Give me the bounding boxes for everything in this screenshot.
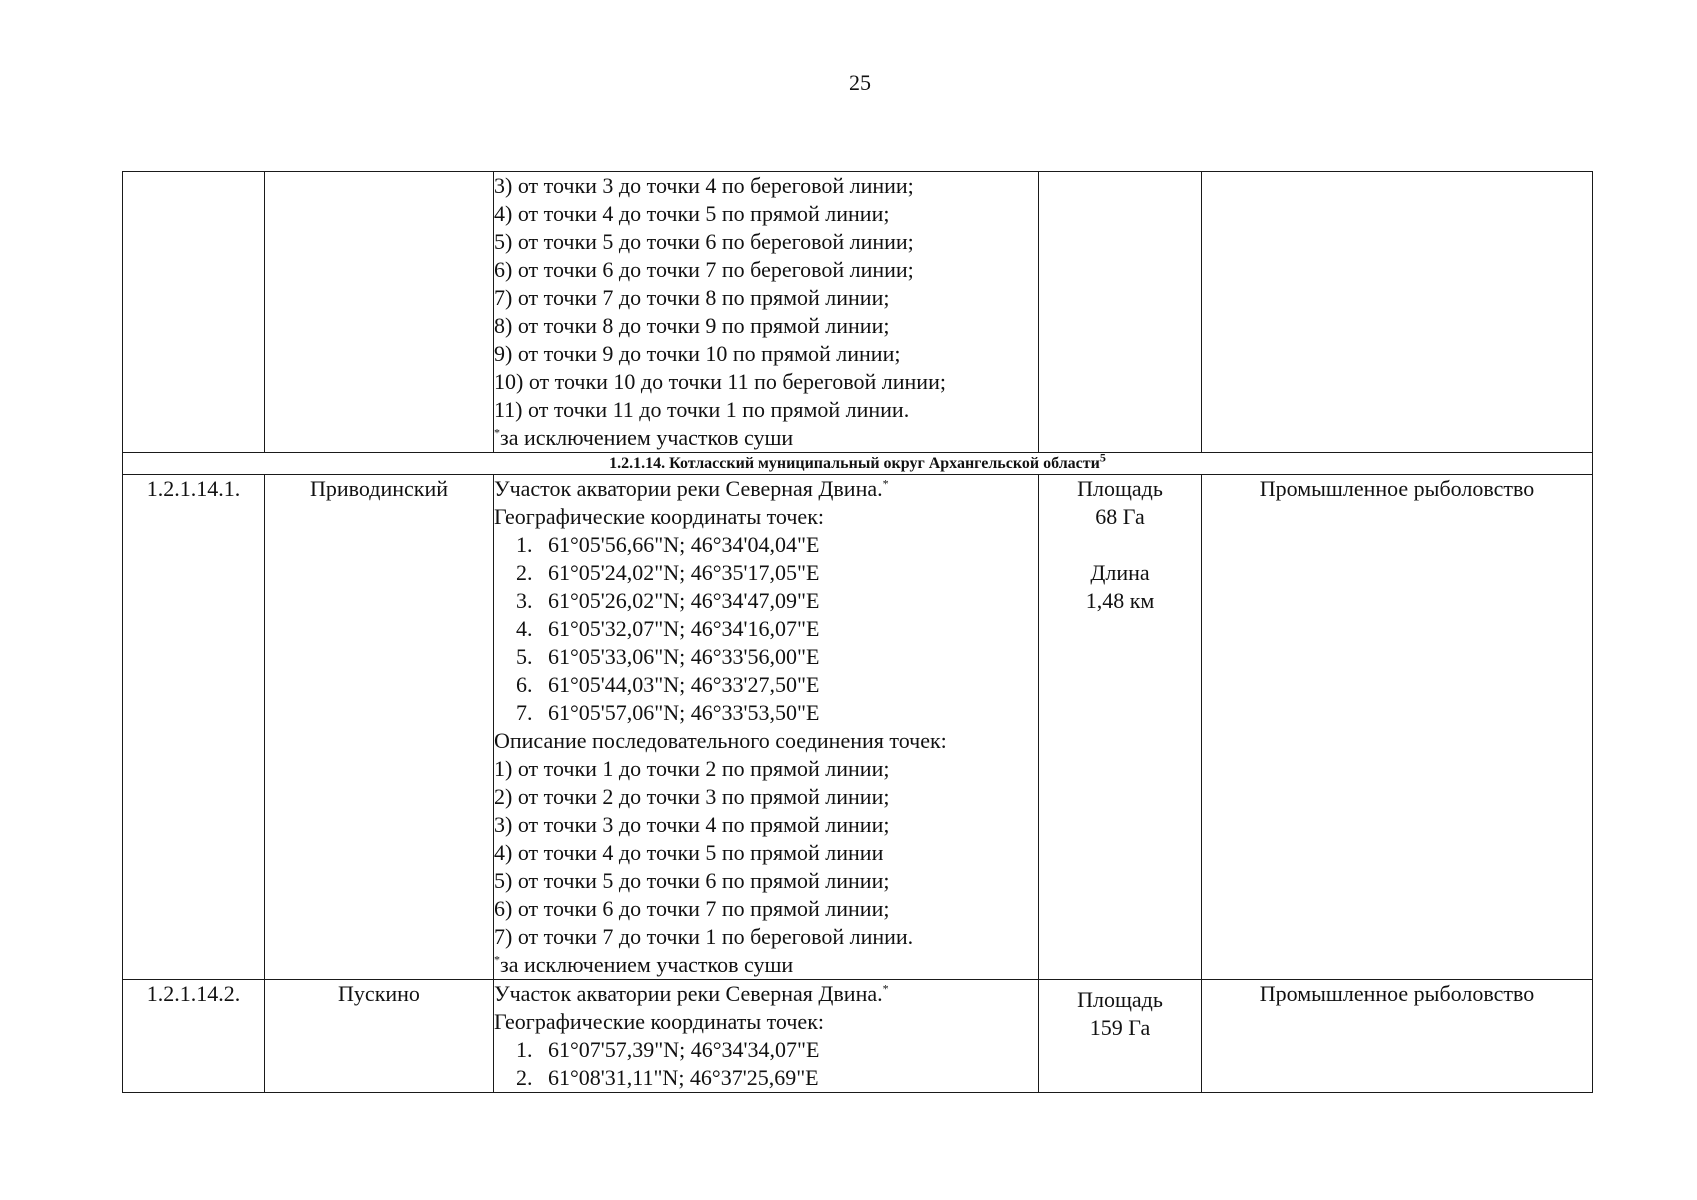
section-header-row <box>123 453 1593 475</box>
row-size <box>1039 980 1202 1093</box>
row-name: Пускино <box>265 980 494 1093</box>
footnote-mark: * <box>882 476 889 491</box>
row-name: Приводинский <box>265 475 494 980</box>
coordinate-item: 7. 61°05'57,06"N; 46°33'53,50"E <box>516 700 820 725</box>
coordinate-item: 2. 61°05'24,02"N; 46°35'17,05"E <box>516 560 820 585</box>
table-row <box>123 980 1593 1093</box>
coordinate-item: 3. 61°05'26,02"N; 46°34'47,09"E <box>516 588 820 613</box>
coordinate-item: 4. 61°05'32,07"N; 46°34'16,07"E <box>516 616 820 641</box>
coordinates-label: Географические координаты точек: <box>494 504 824 529</box>
footnote-mark: * <box>494 425 500 440</box>
table-row <box>123 475 1593 980</box>
area-value: 68 Га <box>1095 504 1145 529</box>
footnote-text: за исключением участков суши <box>500 425 794 450</box>
row-size <box>1039 475 1202 980</box>
area-intro: Участок акватории реки Северная Двина.* <box>494 981 889 1006</box>
continuation-size-cell <box>1039 172 1202 453</box>
connection-line: 6) от точки 6 до точки 7 по прямой линии; <box>494 896 890 921</box>
footnote-note <box>494 951 1038 979</box>
area-intro: Участок акватории реки Северная Двина.* <box>494 476 889 501</box>
connection-line: 9) от точки 9 до точки 10 по прямой линии; <box>494 341 901 366</box>
footnote-mark: * <box>882 981 889 996</box>
connection-line: 2) от точки 2 до точки 3 по прямой линии; <box>494 784 890 809</box>
connection-line: 3) от точки 3 до точки 4 по береговой линии; <box>494 173 914 198</box>
connection-line: 7) от точки 7 до точки 8 по прямой линии; <box>494 285 890 310</box>
row-description <box>494 475 1039 980</box>
connection-line: 7) от точки 7 до точки 1 по береговой линии. <box>494 924 914 949</box>
footnote-note <box>494 424 1038 452</box>
connection-line: 8) от точки 8 до точки 9 по прямой линии; <box>494 313 890 338</box>
connection-line: 5) от точки 5 до точки 6 по береговой линии; <box>494 229 914 254</box>
section-title: 1.2.1.14. Котласский муниципальный округ Архангельской области <box>609 455 1100 472</box>
connection-line: 3) от точки 3 до точки 4 по прямой линии; <box>494 812 890 837</box>
continuation-number-cell <box>123 172 265 453</box>
area-value: 159 Га <box>1089 1015 1151 1040</box>
connection-line: 11) от точки 11 до точки 1 по прямой линии. <box>494 397 910 422</box>
area-label: Площадь <box>1077 476 1163 501</box>
coordinate-item: 5. 61°05'33,06"N; 46°33'56,00"E <box>516 644 820 669</box>
connection-line: 6) от точки 6 до точки 7 по береговой линии; <box>494 257 914 282</box>
section-footnote-ref: 5 <box>1099 450 1106 465</box>
row-usage: Промышленное рыболовство <box>1202 980 1593 1093</box>
length-label: Длина <box>1090 560 1150 585</box>
footnote-text: за исключением участков суши <box>500 952 794 977</box>
area-label: Площадь <box>1077 987 1163 1012</box>
connection-line: 5) от точки 5 до точки 6 по прямой линии; <box>494 868 890 893</box>
coordinate-item: 2. 61°08'31,11"N; 46°37'25,69"E <box>516 1065 819 1090</box>
connection-line: 10) от точки 10 до точки 11 по береговой линии; <box>494 369 946 394</box>
connection-line: 4) от точки 4 до точки 5 по прямой линии <box>494 840 884 865</box>
continuation-row <box>123 172 1593 453</box>
footnote-mark: * <box>494 952 500 967</box>
coordinates-label: Географические координаты точек: <box>494 1009 824 1034</box>
connection-label: Описание последовательного соединения точек: <box>494 728 947 753</box>
connection-line: 1) от точки 1 до точки 2 по прямой линии; <box>494 756 890 781</box>
continuation-usage-cell <box>1202 172 1593 453</box>
connection-line: 4) от точки 4 до точки 5 по прямой линии; <box>494 201 890 226</box>
row-number: 1.2.1.14.1. <box>123 475 265 980</box>
row-usage: Промышленное рыболовство <box>1202 475 1593 980</box>
row-description <box>494 980 1039 1093</box>
coordinate-item: 1. 61°05'56,66"N; 46°34'04,04"E <box>516 532 820 557</box>
row-number: 1.2.1.14.2. <box>123 980 265 1093</box>
section-header <box>123 450 1593 475</box>
coordinate-item: 6. 61°05'44,03"N; 46°33'27,50"E <box>516 672 820 697</box>
page-number: 25 <box>849 70 871 95</box>
continuation-description-cell <box>494 172 1039 453</box>
coordinate-item: 1. 61°07'57,39"N; 46°34'34,07"E <box>516 1037 820 1062</box>
fishing-areas-table <box>122 171 1593 1093</box>
continuation-name-cell <box>265 172 494 453</box>
length-value: 1,48 км <box>1085 588 1155 613</box>
